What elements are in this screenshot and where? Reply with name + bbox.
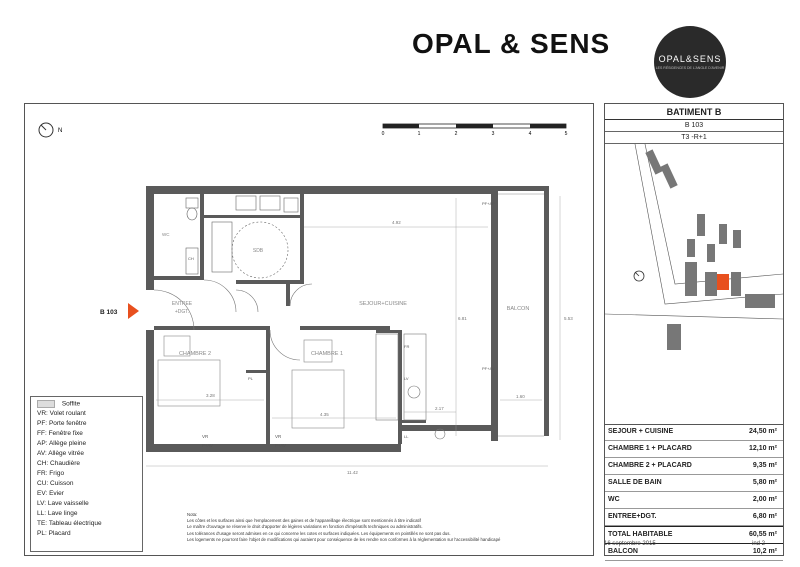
scale-tick: 3: [491, 131, 495, 137]
legend-code: PF:: [37, 420, 48, 427]
legend-row: [37, 400, 80, 408]
building-name: BATIMENT B: [605, 104, 783, 120]
legend-label: Volet roulant: [49, 410, 86, 417]
typology: T3 -R+1: [605, 132, 783, 144]
legend-code: CU:: [37, 480, 49, 487]
fixture-code: CH: [188, 256, 194, 261]
legend-code: CH:: [37, 460, 49, 467]
scale-tick: 5: [564, 131, 568, 137]
surface-value: 9,35 m²: [752, 462, 777, 469]
compass-icon: [39, 123, 53, 137]
room-label-entree: ENTREE: [171, 301, 193, 307]
legend-code: FR:: [37, 470, 48, 477]
lot-number: B 103: [605, 120, 783, 132]
surface-label: BALCON: [608, 548, 638, 555]
legend-code: PL:: [37, 530, 47, 537]
kitchen-counter: [376, 334, 445, 439]
room-label-wc: WC: [162, 232, 170, 237]
unit-pointer-icon: [128, 303, 139, 319]
legend-box: [30, 396, 143, 552]
unit-location-marker: [717, 274, 729, 290]
legend-label: Lave vaisselle: [47, 500, 89, 507]
scale-bar: [383, 124, 566, 128]
dimension-label: 3.28: [206, 393, 215, 398]
surface-label: CHAMBRE 2 + PLACARD: [608, 462, 692, 469]
fixture-code: PL: [248, 376, 253, 381]
fixture-code: F+AV: [202, 443, 214, 448]
dimension-label: 5.53: [564, 316, 573, 321]
surface-row: [605, 475, 783, 492]
fixture-code: PF+AV: [482, 366, 495, 371]
legend-label: Placard: [48, 530, 71, 537]
legend-code: LV:: [37, 500, 47, 507]
legend-row: [37, 420, 87, 427]
legend-code: VR:: [37, 410, 48, 417]
surface-label: ENTREE+DGT.: [608, 513, 657, 520]
legend-row: [37, 440, 86, 447]
surface-value: 2,00 m²: [752, 496, 777, 503]
legend-row: [37, 430, 83, 437]
scale-tick: 1: [417, 131, 421, 137]
room-label-sdb: SDB: [252, 248, 264, 254]
fixture-code: FR: [404, 344, 410, 349]
fixture-code: LV: [404, 376, 409, 381]
room-label-chambre2: CHAMBRE 2: [178, 351, 212, 357]
dimension-label: 2.17: [435, 406, 444, 411]
furniture: [158, 336, 344, 428]
fixture-code: F+AV: [275, 443, 287, 448]
note-line: Les tolérances d'usage seront admises en ce qui concerne les cotes et surfaces indiquées. Les équipements en pointillés ne sont pas dus.: [187, 530, 451, 536]
surface-value: 10,2 m²: [752, 548, 777, 555]
surface-label: TOTAL HABITABLE: [608, 531, 673, 538]
exterior-walls: [146, 186, 549, 452]
site-plan-drawing: [605, 144, 783, 424]
dimension-label: 1.60: [516, 394, 525, 399]
legend-label: Evier: [49, 490, 64, 497]
legend-label: Frigo: [49, 470, 65, 477]
legend-label: Lave linge: [47, 510, 78, 517]
surface-value: 60,55 m²: [748, 531, 777, 538]
legend-row: [37, 520, 102, 527]
dimension-label: 4.92: [392, 220, 401, 225]
note-line: Le maître d'ouvrage se réserve le droit d'apporter de légères variations en fonction d'impératifs techniques ou administratifs.: [187, 524, 423, 530]
surface-label: CHAMBRE 1 + PLACARD: [608, 445, 692, 452]
surface-value: 24,50 m²: [748, 428, 777, 435]
surface-value: 6,80 m²: [752, 513, 777, 520]
legend-row: [37, 490, 64, 497]
note-line: Les logements ne pourront faire l'objet de modifications qui auraient pour conséquence de les rendre non conformes à la réglementation sur l'accessibilité handicapé: [187, 536, 501, 542]
legend-row: [37, 480, 74, 487]
legend-row: [37, 450, 84, 457]
dimension-label: 4.35: [320, 412, 329, 417]
room-label-sejour: SEJOUR+CUISINE: [359, 301, 407, 307]
brand-title: OPAL & SENS: [412, 28, 611, 59]
info-panel: [604, 103, 784, 556]
surface-label: SALLE DE BAIN: [608, 479, 662, 486]
legend-label: Cuisson: [50, 480, 74, 487]
surface-label: SEJOUR + CUISINE: [608, 428, 674, 435]
brand-logo: [654, 26, 726, 98]
room-label-chambre1: CHAMBRE 1: [310, 351, 344, 357]
note-title: Nota:: [187, 512, 198, 517]
legend-label: Soffite: [61, 400, 81, 408]
surface-row: [605, 424, 783, 441]
surface-value: 5,80 m²: [752, 479, 777, 486]
fixture-code: VR: [275, 434, 282, 439]
dimension-label: 6.81: [458, 316, 467, 321]
legend-row: [37, 470, 64, 477]
legend-code: LL:: [37, 510, 47, 517]
surface-value: 12,10 m²: [748, 445, 777, 452]
legend-code: AV:: [37, 450, 47, 457]
surface-row: [605, 458, 783, 475]
fixture-code: VR: [202, 434, 209, 439]
legend-row: [37, 510, 78, 517]
legend-label: Tableau électrique: [48, 520, 102, 527]
note-line: Les côtes et les surfaces ainsi que l'emplacement des gaines et de l'appareillage électrique sont mentionnés à titre indicatif: [187, 518, 421, 524]
scale-tick: 0: [381, 131, 385, 137]
fixture-code: LL: [404, 434, 409, 439]
scale-tick: 4: [528, 131, 532, 137]
legend-label: Porte fenêtre: [48, 420, 87, 427]
surface-label: WC: [608, 496, 620, 503]
logo-text: OPAL&SENS: [658, 54, 722, 64]
site-plan: [605, 144, 783, 425]
legend-row: [37, 410, 86, 417]
room-label-balcon: BALCON: [506, 306, 530, 312]
legend-code: TE:: [37, 520, 48, 527]
legend-label: Chaudière: [50, 460, 81, 467]
legend-label: Allège pleine: [48, 440, 87, 447]
legend-label: Allège vitrée: [48, 450, 84, 457]
legend-code: FF:: [37, 430, 47, 437]
surface-row: [605, 509, 783, 526]
scale-tick: 2: [454, 131, 458, 137]
legend-label: Fenêtre fixe: [48, 430, 83, 437]
plan-index: ind 2: [752, 541, 766, 547]
dimension-label: 11.42: [347, 470, 358, 475]
compass-label: N: [58, 128, 63, 134]
legend-row: [37, 460, 80, 467]
plan-date: 16 septembre 2015: [604, 541, 656, 547]
legend-code: EV:: [37, 490, 48, 497]
unit-pointer-label: B 103: [100, 309, 118, 316]
balcony-area: [498, 194, 544, 436]
room-label-dgt: +DGT.: [174, 309, 190, 315]
fixture-code: PF+AP: [482, 201, 495, 206]
logo-subtext: LES RÉSIDENCES DE L'ANGLE D'AVENIR: [655, 66, 725, 70]
surface-row: [605, 492, 783, 509]
legend-code: AP:: [37, 440, 48, 447]
surface-row: [605, 441, 783, 458]
soffite-swatch: [37, 400, 55, 408]
disclaimer-note: [187, 512, 587, 543]
legend-row: [37, 530, 71, 537]
site-compass-icon: [634, 271, 644, 281]
interior-walls: [154, 194, 426, 444]
legend-row: [37, 500, 89, 507]
